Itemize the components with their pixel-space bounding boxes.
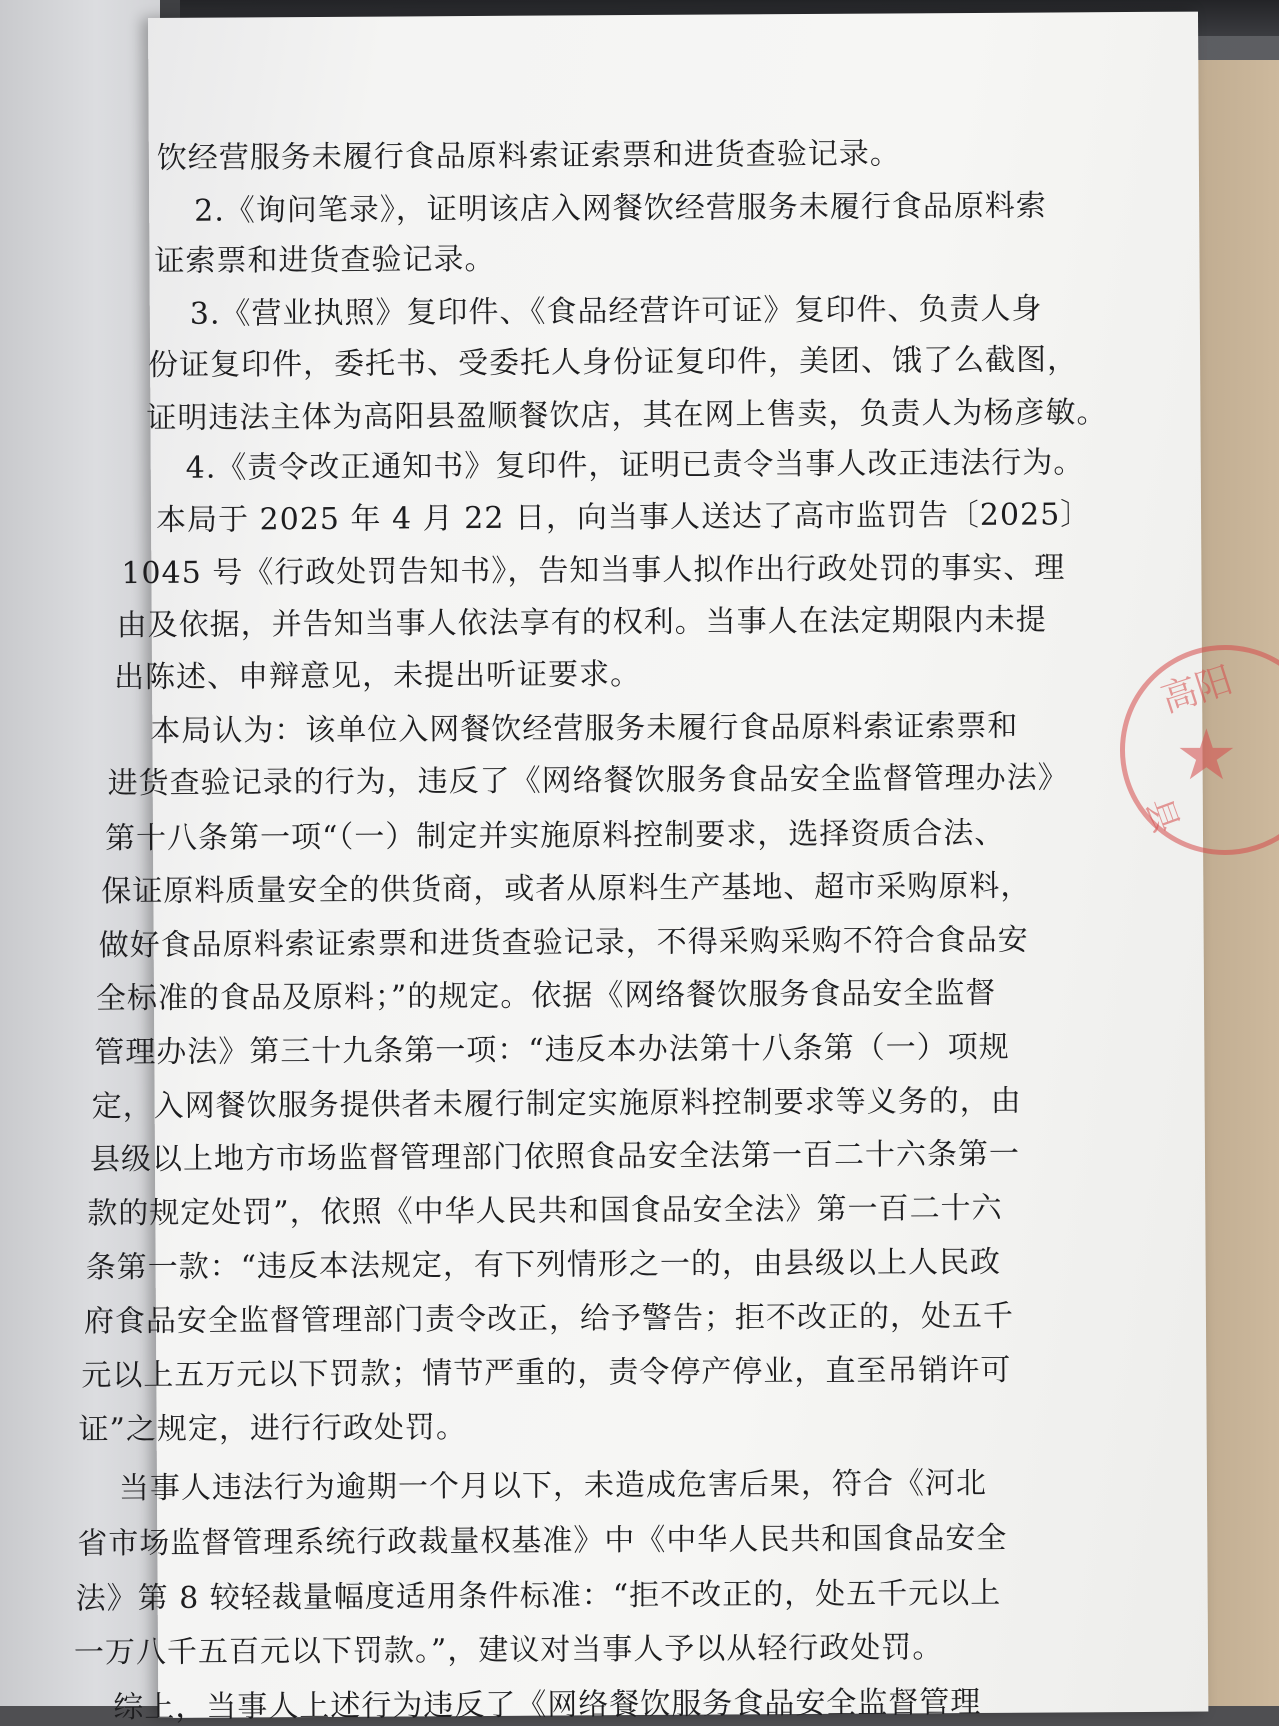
text-line: 由及依据，并告知当事人依法享有的权利。当事人在法定期限内未提 xyxy=(116,602,1047,644)
text-line: 4.《责令改正通知书》复印件，证明已责令当事人改正违法行为。 xyxy=(185,445,1085,486)
text-line: 饮经营服务未履行食品原料索证索票和进货查验记录。 xyxy=(156,136,901,176)
text-line: 元以上五万元以下罚款；情节严重的，责令停产停业，直至吊销许可 xyxy=(81,1352,1012,1394)
text-line: 全标准的食品及原料；”的规定。依据《网络餐饮服务食品安全监督 xyxy=(95,975,997,1017)
text-line: 当事人违法行为逾期一个月以下，未造成危害后果，符合《河北 xyxy=(118,1465,988,1507)
text-line: 1045 号《行政处罚告知书》，告知当事人拟作出行政处罚的事实、理 xyxy=(121,550,1066,592)
seal-star-icon: ★ xyxy=(1175,714,1238,796)
text-line: 做好食品原料索证索票和进货查验记录，不得采购采购不符合食品安 xyxy=(98,922,1029,964)
document-body xyxy=(73,12,1208,1726)
text-line: 一万八千五百元以下罚款。”，建议对当事人予以从轻行政处罚。 xyxy=(73,1630,944,1671)
text-line: 府食品安全监督管理部门责令改正，给予警告；拒不改正的，处五千 xyxy=(83,1298,1015,1340)
seal-text-top: 高阳 xyxy=(1156,659,1238,721)
text-line: 县级以上地方市场监督管理部门依照食品安全法第一百二十六条第一 xyxy=(89,1136,1021,1178)
text-line: 款的规定处罚”，依照《中华人民共和国食品安全法》第一百二十六 xyxy=(87,1190,1003,1232)
text-line: 证索票和进货查验记录。 xyxy=(154,241,496,279)
text-line: 证”之规定，进行行政处罚。 xyxy=(78,1410,468,1448)
text-line: 3.《营业执照》复印件、《食品经营许可证》复印件、负责人身 xyxy=(189,291,1043,332)
text-line: 条第一款：“违反本法规定，有下列情形之一的，由县级以上人民政 xyxy=(85,1244,1002,1286)
seal-text-bottom: 县 xyxy=(1137,792,1187,839)
text-line: 份证复印件，委托书、受委托人身份证复印件，美团、饿了么截图， xyxy=(148,342,1079,384)
text-line: 法》第 8 较轻裁量幅度适用条件标准：“拒不改正的，处五千元以上 xyxy=(75,1575,1002,1617)
text-line: 综上，当事人上述行为违反了《网络餐饮服务食品安全监督管理 xyxy=(113,1684,982,1726)
text-line: 管理办法》第三十九条第一项：“违反本办法第十八条第（一）项规 xyxy=(94,1029,1010,1071)
text-line: 证明违法主体为高阳县盈顺餐饮店，其在网上售卖，负责人为杨彦敏。 xyxy=(146,395,1108,437)
text-line: 本局于 2025 年 4 月 22 日，向当事人送达了高市监罚告〔2025〕 xyxy=(155,497,1092,538)
text-line: 保证原料质量安全的供货商，或者从原料生产基地、超市采购原料， xyxy=(101,868,1032,910)
text-line: 第十八条第一项“（一）制定并实施原料控制要求，选择资质合法、 xyxy=(104,815,1006,857)
text-line: 2.《询问笔录》，证明该店入网餐饮经营服务未履行食品原料索 xyxy=(194,188,1047,229)
document-page xyxy=(73,12,1208,1726)
text-line: 定，入网餐饮服务提供者未履行制定实施原料控制要求等义务的，由 xyxy=(91,1083,1022,1125)
text-line: 本局认为：该单位入网餐饮经营服务未履行食品原料索证索票和 xyxy=(150,708,1019,749)
text-line: 出陈述、申辩意见，未提出听证要求。 xyxy=(113,657,642,696)
text-line: 进货查验记录的行为，违反了《网络餐饮服务食品安全监督管理办法》 xyxy=(107,760,1069,802)
text-line: 省市场监督管理系统行政裁量权基准》中《中华人民共和国食品安全 xyxy=(77,1520,1008,1562)
